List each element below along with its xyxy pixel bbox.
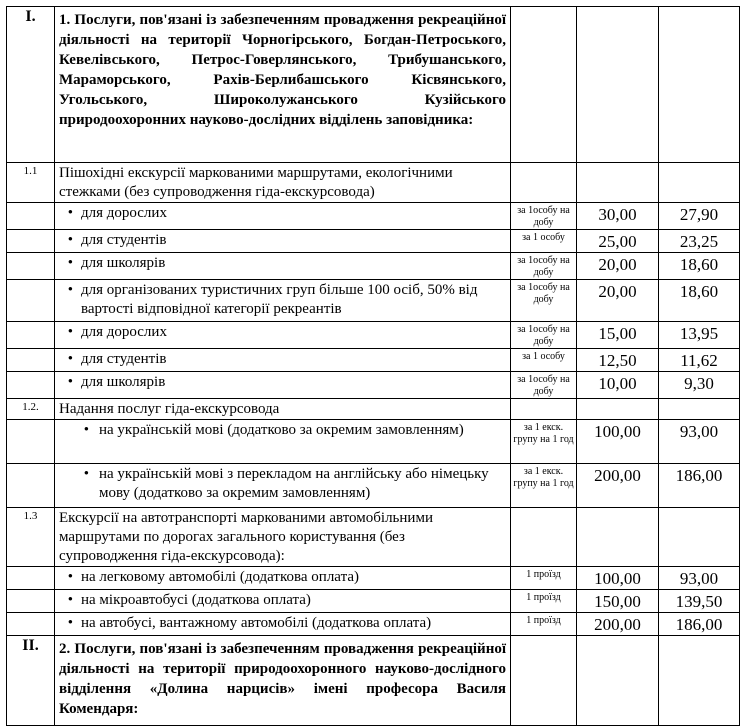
- row-unit: за 1особу на добу: [511, 372, 577, 399]
- row-unit: 1 проїзд: [511, 590, 577, 613]
- row-unit: за 1 особу: [511, 349, 577, 372]
- table-row: [7, 613, 740, 636]
- row-price: 100,00: [577, 420, 659, 464]
- row-label: для школярів: [81, 255, 166, 271]
- row-unit: за 1особу на добу: [511, 322, 577, 349]
- section-1-row: [7, 7, 740, 163]
- row-unit: 1 проїзд: [511, 613, 577, 636]
- row-price: 200,00: [577, 464, 659, 508]
- row-price: 200,00: [577, 613, 659, 636]
- row-label: на українській мові (додатково за окремим замовленням): [99, 422, 464, 438]
- row-price: 25,00: [577, 230, 659, 253]
- subsection-row: [7, 508, 740, 567]
- row-price: 20,00: [577, 280, 659, 322]
- row-price: 12,50: [577, 349, 659, 372]
- row-price: 30,00: [577, 203, 659, 230]
- subsection-number: 1.1: [7, 163, 55, 203]
- table-row: [7, 230, 740, 253]
- row-price-2: 18,60: [659, 253, 740, 280]
- row-price: 20,00: [577, 253, 659, 280]
- row-price: 150,00: [577, 590, 659, 613]
- bullet-icon: •: [67, 324, 73, 340]
- section-number: II.: [7, 636, 55, 726]
- table-row: [7, 567, 740, 590]
- row-label: на легковому автомобілі (додаткова оплата): [81, 569, 359, 585]
- table-row: [7, 253, 740, 280]
- bullet-icon: •: [83, 466, 89, 482]
- row-unit: за 1особу на добу: [511, 280, 577, 322]
- subsection-title: Пішохідні екскурсії маркованими маршрутами, екологічними стежками (без супроводження гіда-екскурсовода): [55, 163, 511, 203]
- row-price-2: 186,00: [659, 613, 740, 636]
- row-price-2: 139,50: [659, 590, 740, 613]
- subsection-row: [7, 163, 740, 203]
- bullet-icon: •: [67, 351, 73, 367]
- row-label: на українській мові з перекладом на англійську або німецьку мову (додатково за окремим замовленням): [99, 466, 489, 501]
- row-label: на мікроавтобусі (додаткова оплата): [81, 592, 311, 608]
- subsection-title: Надання послуг гіда-екскурсовода: [55, 399, 511, 420]
- row-price-2: 9,30: [659, 372, 740, 399]
- row-unit: 1 проїзд: [511, 567, 577, 590]
- bullet-icon: •: [67, 282, 73, 298]
- bullet-icon: •: [67, 569, 73, 585]
- bullet-icon: •: [67, 374, 73, 390]
- row-unit: за 1 особу: [511, 230, 577, 253]
- row-price-2: 93,00: [659, 567, 740, 590]
- row-unit: за 1особу на добу: [511, 203, 577, 230]
- section-title: 1. Послуги, пов'язані із забезпеченням провадження рекреаційної діяльності на території Чорногірського, Богдан-Петроського, Кевелівського, Петрос-Говерлянського, Трибушанського, Мараморського, Рахів-Берлибашського Кісвянського, Угольського, Широколужанського Кузійського природоохоронних науково-дослідних відділень заповідника:: [55, 7, 511, 163]
- row-price-2: 13,95: [659, 322, 740, 349]
- row-price: 10,00: [577, 372, 659, 399]
- table-row: [7, 280, 740, 322]
- subsection-row: [7, 399, 740, 420]
- table-row: [7, 349, 740, 372]
- bullet-icon: •: [83, 422, 89, 438]
- row-price-2: 27,90: [659, 203, 740, 230]
- section-2-row: [7, 636, 740, 726]
- row-price: 100,00: [577, 567, 659, 590]
- section-title: 2. Послуги, пов'язані із забезпеченням провадження рекреаційної діяльності на території природоохоронного науково-дослідного відділення «Долина нарцисів» імені професора Василя Комендаря:: [55, 636, 511, 726]
- table-row: [7, 322, 740, 349]
- table-row: [7, 420, 740, 464]
- subsection-number: 1.3: [7, 508, 55, 567]
- row-unit: за 1 екск. групу на 1 год: [511, 420, 577, 464]
- subsection-number: 1.2.: [7, 399, 55, 420]
- row-label: для студентів: [81, 351, 167, 367]
- price-table: [6, 6, 740, 726]
- row-price-2: 18,60: [659, 280, 740, 322]
- table-row: [7, 464, 740, 508]
- bullet-icon: •: [67, 232, 73, 248]
- bullet-icon: •: [67, 205, 73, 221]
- row-unit: за 1особу на добу: [511, 253, 577, 280]
- row-label: для організованих туристичних груп більше 100 осіб, 50% від вартості відповідної категорії рекреантів: [81, 282, 478, 317]
- row-label: на автобусі, вантажному автомобілі (додаткова оплата): [81, 615, 432, 631]
- table-row: [7, 203, 740, 230]
- row-price: 15,00: [577, 322, 659, 349]
- bullet-icon: •: [67, 615, 73, 631]
- row-price-2: 93,00: [659, 420, 740, 464]
- row-price-2: 11,62: [659, 349, 740, 372]
- bullet-icon: •: [67, 255, 73, 271]
- row-label: для дорослих: [81, 324, 167, 340]
- row-price-2: 23,25: [659, 230, 740, 253]
- row-label: для школярів: [81, 374, 166, 390]
- row-price-2: 186,00: [659, 464, 740, 508]
- row-unit: за 1 екск. групу на 1 год: [511, 464, 577, 508]
- row-label: для дорослих: [81, 205, 167, 221]
- row-label: для студентів: [81, 232, 167, 248]
- table-row: [7, 372, 740, 399]
- bullet-icon: •: [67, 592, 73, 608]
- section-number: I.: [7, 7, 55, 163]
- table-row: [7, 590, 740, 613]
- subsection-title: Екскурсії на автотранспорті маркованими автомобільними маршрутами по дорогах загального користування (без супроводження гіда-екскурсовода):: [55, 508, 511, 567]
